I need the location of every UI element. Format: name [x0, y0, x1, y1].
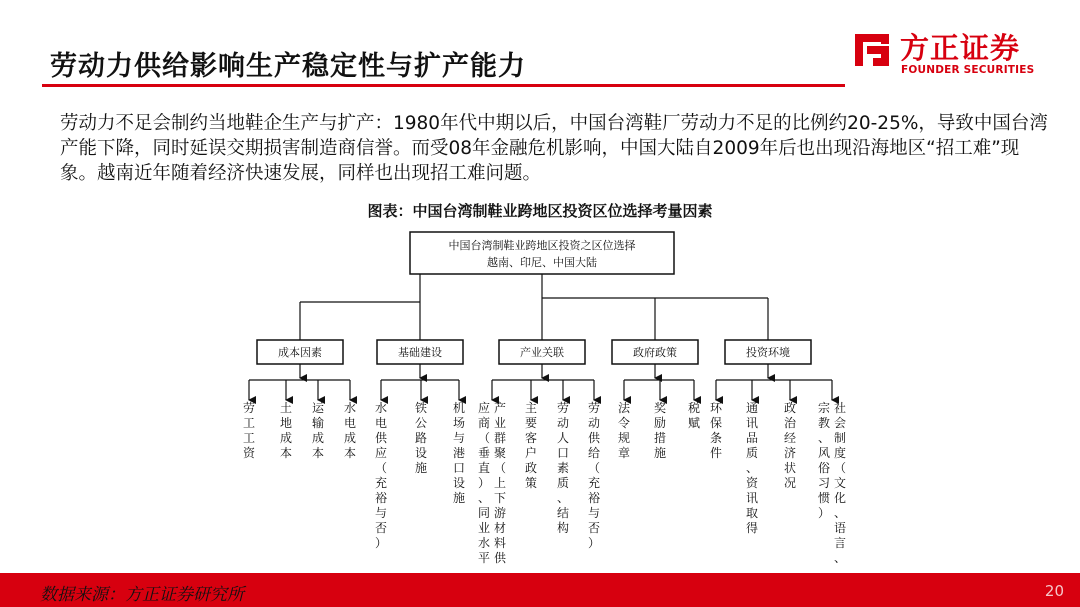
factor-char: 言 [833, 536, 847, 550]
factor-char: 习 [817, 476, 831, 490]
figure-title: 图表：中国台湾制鞋业跨地区投资区位选择考量因素 [367, 202, 713, 220]
factor-char: 游 [493, 506, 507, 520]
factor-char: 化 [833, 491, 847, 505]
factor-char: 策 [524, 476, 538, 490]
factor-char: 港 [452, 446, 466, 460]
factor-char: 治 [783, 416, 797, 430]
factor-char: 品 [745, 431, 759, 445]
factor-label [415, 400, 427, 475]
factor-char: 资 [242, 446, 256, 460]
factor-char: 资 [745, 476, 759, 490]
factor-char: 设 [452, 476, 466, 490]
factor-char: 环 [709, 401, 723, 415]
logo-name-en: FOUNDER SECURITIES [901, 64, 1035, 76]
factor-char: 裕 [374, 491, 388, 505]
factor-char: 、 [833, 551, 847, 565]
factor-char: 给 [587, 446, 601, 460]
body-paragraph: 劳动力不足会制约当地鞋企生产与扩产：1980年代中期以后，中国台湾鞋厂劳动力不足的比例约20-25%，导致中国台湾产能下降，同时延误交期损害制造商信誉。而受08年金融危机影响，中国大陆自2009年后也出现沿海地区“招工难”现象。越南近年随着经济快速发展，同样也出现招工难问题。 [60, 113, 1048, 184]
factor-char: 产 [493, 401, 507, 415]
factor-char: 社 [833, 401, 847, 415]
root-node-regions: 越南、印尼、中国大陆 [487, 256, 597, 269]
factor-char: 令 [617, 416, 631, 430]
factor-char: 、 [833, 506, 847, 520]
factor-char: 取 [745, 506, 759, 520]
factor-char: 商 [477, 416, 491, 430]
factor-label [688, 401, 700, 430]
factor-char: 惯 [817, 491, 831, 505]
factor-char: 素 [556, 461, 570, 475]
factor-char: 公 [414, 416, 428, 430]
factor-char: 质 [556, 476, 570, 490]
diagram-connectors [249, 274, 832, 400]
factor-char: 工 [242, 416, 256, 430]
factor-char: 电 [343, 416, 357, 430]
source-note: 数据来源：方正证券研究所 [40, 585, 244, 605]
factor-char: 文 [833, 476, 847, 490]
factor-char: 劳 [242, 401, 256, 415]
factor-char: 垂 [477, 446, 491, 460]
factor-char: 条 [709, 431, 723, 445]
factor-char: 人 [556, 431, 570, 445]
factor-char: 政 [783, 401, 797, 415]
factor-char: 讯 [745, 491, 759, 505]
factor-char: 与 [374, 506, 388, 520]
factor-char: 应 [374, 446, 388, 460]
category-node-label: 成本因素 [278, 346, 322, 359]
factor-char: （ [374, 461, 388, 475]
factor-char: 聚 [493, 446, 507, 460]
factor-char: 水 [343, 401, 357, 415]
factor-char: 施 [452, 491, 466, 505]
factor-char: 供 [374, 431, 388, 445]
factor-char: 施 [653, 446, 667, 460]
diagram-nodes [243, 232, 846, 565]
factor-char: 法 [617, 401, 631, 415]
factor-char: 业 [477, 521, 491, 535]
factor-char: 平 [477, 551, 491, 565]
factor-char: 、 [817, 431, 831, 445]
factor-char: 风 [817, 446, 831, 460]
factor-char: 否 [374, 521, 388, 535]
factor-char: 铁 [414, 401, 428, 415]
slide-title: 劳动力供给影响生产稳定性与扩产能力 [50, 51, 526, 82]
factor-char: 政 [524, 461, 538, 475]
factor-char: 劳 [556, 401, 570, 415]
factor-char: （ [493, 461, 507, 475]
factor-char: 、 [745, 461, 759, 475]
factor-label [312, 401, 325, 460]
factor-char: 奖 [653, 401, 667, 415]
factor-char: 得 [745, 521, 759, 535]
factor-char: ） [374, 536, 388, 550]
factor-char: （ [833, 461, 847, 475]
factor-char: 成 [279, 431, 293, 445]
factor-char: 运 [311, 401, 325, 415]
factor-char: 充 [587, 476, 601, 490]
page-number: 20 [1044, 582, 1064, 600]
factor-char: 俗 [817, 461, 831, 475]
factor-char: 劳 [587, 401, 601, 415]
factor-char: 土 [279, 401, 293, 415]
factor-char: 电 [374, 416, 388, 430]
factor-label [710, 401, 723, 460]
factor-label [588, 400, 601, 550]
factor-char: 教 [817, 416, 831, 430]
factor-label [280, 400, 292, 460]
factor-char: 本 [343, 446, 357, 460]
factor-char: 励 [653, 416, 667, 430]
factor-label [375, 400, 388, 550]
factor-char: 规 [617, 431, 631, 445]
factor-label [344, 400, 356, 460]
factor-label [453, 400, 465, 505]
factor-label [746, 401, 759, 535]
factor-char: 主 [524, 401, 538, 415]
factor-char: 件 [709, 446, 723, 460]
factor-label [478, 400, 507, 565]
factor-char: 质 [745, 446, 759, 460]
factor-char: 料 [493, 536, 507, 550]
factor-char: 宗 [817, 401, 831, 415]
factor-char: ） [817, 506, 831, 520]
factor-char: 成 [311, 431, 325, 445]
factor-char: 章 [617, 446, 631, 460]
logo-name-cn: 方正证券 [900, 31, 1021, 65]
category-node-label: 投资环境 [746, 346, 790, 359]
factor-char: 否 [587, 521, 601, 535]
factor-char: 施 [414, 461, 428, 475]
factor-char: 户 [524, 446, 538, 460]
factor-char: 设 [414, 446, 428, 460]
factor-char: 同 [477, 506, 491, 520]
factor-label [557, 400, 569, 535]
factor-char: 度 [833, 446, 847, 460]
factor-char: 充 [374, 476, 388, 490]
factor-char: （ [477, 431, 491, 445]
factor-char: 上 [493, 476, 507, 490]
factor-char: 构 [556, 521, 570, 535]
factor-char: 场 [452, 416, 466, 430]
factor-char: 保 [709, 416, 723, 430]
factor-label [818, 400, 846, 565]
factor-label [654, 400, 666, 460]
factor-char: 通 [745, 401, 759, 415]
factor-char: 况 [783, 476, 797, 490]
factor-char: ） [587, 536, 601, 550]
factor-char: 机 [452, 401, 466, 415]
factor-char: ） [477, 476, 491, 490]
factor-char: 水 [477, 536, 491, 550]
factor-char: 讯 [745, 416, 759, 430]
factor-char: 水 [374, 401, 388, 415]
footer-bar [0, 573, 1080, 607]
factor-char: 状 [783, 461, 797, 475]
factor-char: 、 [556, 491, 570, 505]
factor-char: 动 [587, 416, 601, 430]
factor-char: 与 [587, 506, 601, 520]
factor-char: 成 [343, 431, 357, 445]
factor-char: 措 [653, 431, 667, 445]
category-node-label: 基础建设 [398, 346, 442, 359]
factor-char: 口 [556, 446, 570, 460]
factor-label [618, 400, 631, 460]
factor-char: 制 [833, 431, 847, 445]
factor-char: 直 [477, 461, 491, 475]
factor-char: 、 [477, 491, 491, 505]
factor-label [243, 400, 256, 460]
factor-char: 群 [493, 431, 507, 445]
category-node-label: 政府政策 [633, 346, 677, 359]
factor-char: 下 [493, 491, 507, 505]
factor-char: 结 [556, 506, 570, 520]
factor-char: 语 [833, 521, 847, 535]
factor-char: 业 [493, 416, 507, 430]
factor-char: 供 [493, 551, 507, 565]
factor-char: 本 [279, 446, 293, 460]
factor-char: 与 [452, 431, 466, 445]
factor-char: 口 [452, 461, 466, 475]
factor-char: 税 [687, 401, 701, 415]
factor-char: 应 [477, 401, 491, 415]
factor-char: 供 [587, 431, 601, 445]
factor-char: 赋 [687, 416, 701, 430]
factor-char: 动 [556, 416, 570, 430]
root-node-title: 中国台湾制鞋业跨地区投资之区位选择 [448, 239, 636, 252]
factor-label [784, 400, 797, 490]
factor-char: 材 [493, 521, 507, 535]
factor-char: 会 [833, 416, 847, 430]
factor-char: 本 [311, 446, 325, 460]
factor-char: （ [587, 461, 601, 475]
factor-char: 经 [783, 431, 797, 445]
factor-char: 地 [279, 416, 293, 430]
factor-char: 要 [524, 416, 538, 430]
factor-char: 路 [414, 431, 428, 445]
factor-char: 客 [524, 431, 538, 445]
factor-label [525, 401, 537, 490]
category-node-label: 产业关联 [520, 346, 564, 359]
factor-char: 裕 [587, 491, 601, 505]
factor-char: 济 [783, 446, 797, 460]
factor-char: 工 [242, 431, 256, 445]
factor-char: 输 [311, 416, 325, 430]
